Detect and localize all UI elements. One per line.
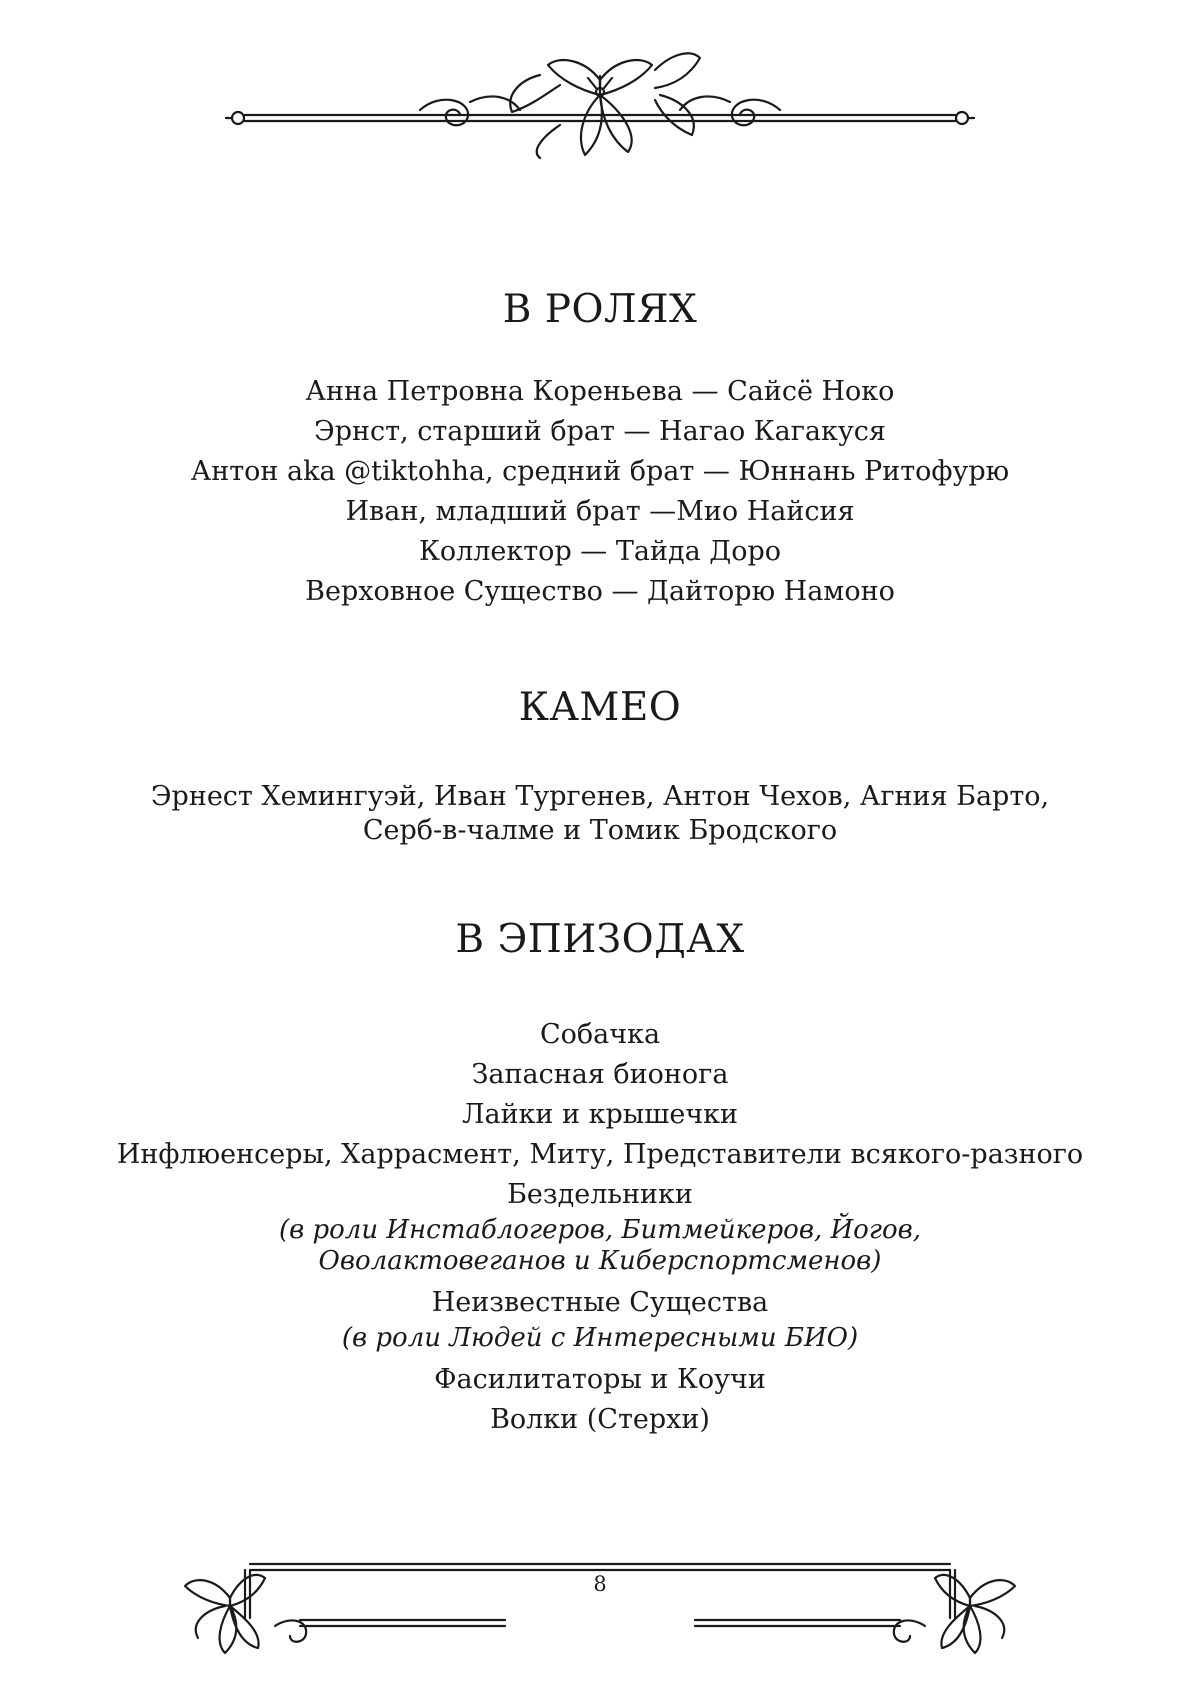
episode-line: Инфлюенсеры, Харрасмент, Миту, Представители всякого-разного bbox=[116, 1139, 1084, 1170]
episodes-list bbox=[0, 1015, 1200, 1440]
bottom-lily-flourish-icon bbox=[0, 1548, 1200, 1658]
idlers-note-line: Оволактовеганов и Киберспортсменов) bbox=[318, 1246, 882, 1276]
role-line: Анна Петровна Кореньева — Сайсё Ноко bbox=[305, 376, 895, 407]
episode-line: Неизвестные Существа bbox=[431, 1287, 769, 1318]
cameo-line: Эрнест Хемингуэй, Иван Тургенев, Антон Чехов, Агния Барто, bbox=[150, 781, 1050, 812]
roles-section-title: В РОЛЯХ bbox=[502, 287, 698, 332]
role-line: Верховное Существо — Дайторю Намоно bbox=[305, 576, 895, 607]
idlers-note-line: (в роли Инстаблогеров, Битмейкеров, Йогов, bbox=[278, 1215, 922, 1245]
top-lily-flourish-icon bbox=[0, 40, 1200, 160]
episode-line: Бездельники bbox=[507, 1179, 693, 1210]
cameo-list bbox=[0, 780, 1200, 848]
episodes-section-title: В ЭПИЗОДАХ bbox=[455, 917, 745, 962]
episode-line: Фасилитаторы и Коучи bbox=[434, 1364, 766, 1395]
episode-line: Волки (Стерхи) bbox=[490, 1404, 710, 1435]
unknown-beings-note: (в роли Людей с Интересными БИО) bbox=[341, 1323, 859, 1353]
roles-list bbox=[0, 372, 1200, 612]
role-line: Антон aka @tiktohha, средний брат — Юннань Ритофурю bbox=[190, 456, 1010, 487]
page-number: 8 bbox=[593, 1572, 607, 1596]
episode-line: Лайки и крышечки bbox=[461, 1099, 739, 1130]
cameo-line: Серб-в-чалме и Томик Бродского bbox=[362, 815, 838, 846]
role-line: Иван, младший брат —Мио Найсия bbox=[345, 496, 855, 527]
episode-line: Собачка bbox=[539, 1019, 661, 1050]
role-line: Эрнст, старший брат — Нагао Кагакуся bbox=[314, 416, 886, 447]
episode-line: Запасная бионога bbox=[471, 1059, 729, 1090]
role-line: Коллектор — Тайда Доро bbox=[418, 536, 782, 567]
cameo-section-title: КАМЕО bbox=[518, 685, 682, 730]
